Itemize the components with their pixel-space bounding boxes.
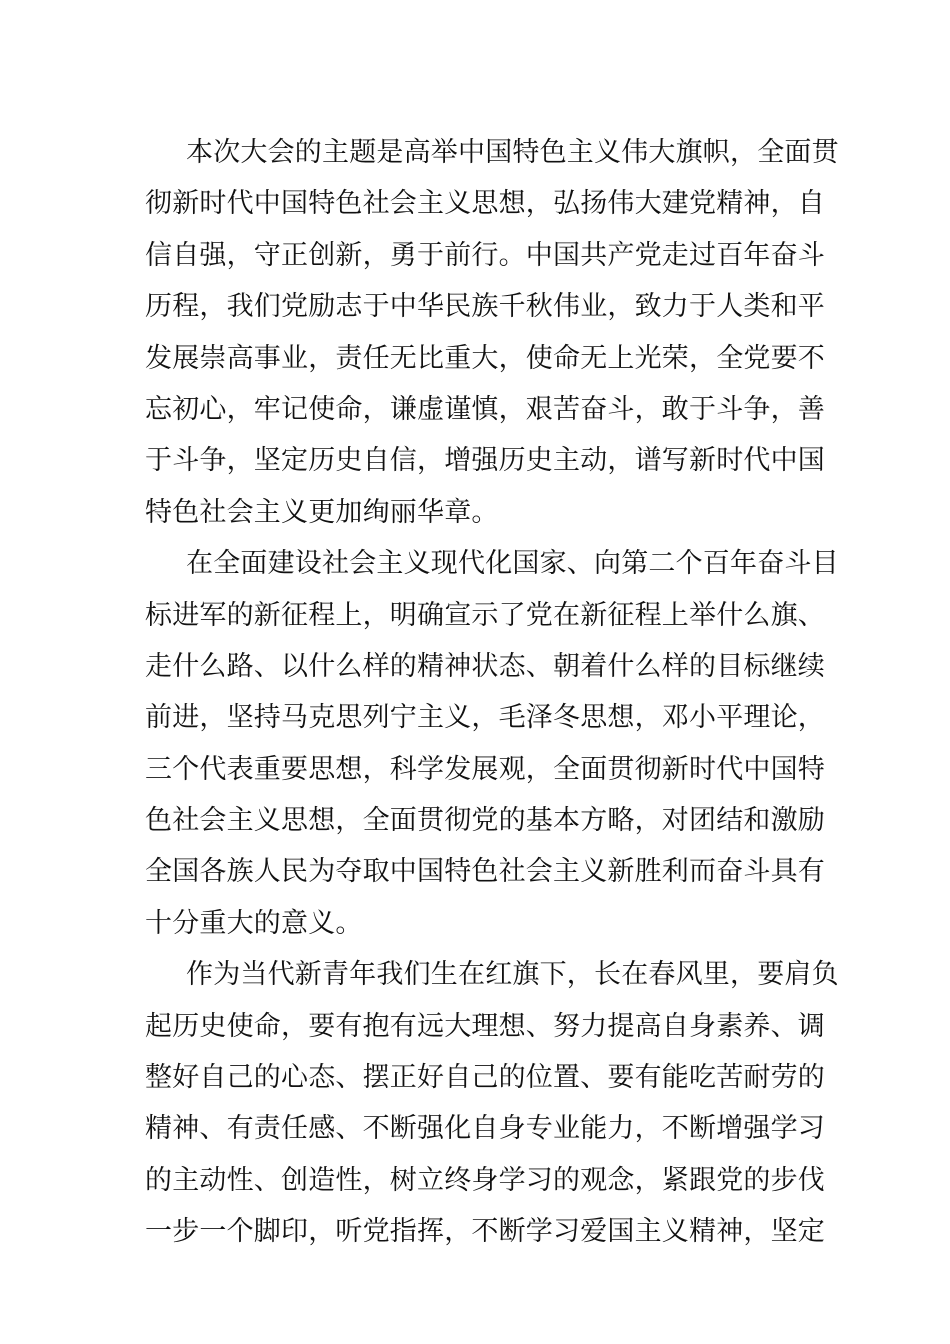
text-line: 全国各族人民为夺取中国特色社会主义新胜利而奋斗具有: [145, 856, 825, 888]
text-line: 作为当代新青年我们生在红旗下，长在春风里，要肩负: [186, 959, 839, 991]
text-line: 整好自己的心态、摆正好自己的位置、要有能吃苦耐劳的: [145, 1062, 825, 1094]
text-line: 一步一个脚印，听党指挥，不断学习爱国主义精神，坚定: [145, 1216, 825, 1248]
paragraph-1: [145, 127, 839, 538]
text-line: 色社会主义思想，全面贯彻党的基本方略，对团结和激励: [145, 805, 825, 837]
paragraph-3: [145, 949, 839, 1257]
text-line: 十分重大的意义。: [145, 907, 363, 939]
text-line: 精神、有责任感、不断强化自身专业能力，不断增强学习: [145, 1113, 825, 1145]
text-line: 走什么路、以什么样的精神状态、朝着什么样的目标继续: [145, 650, 825, 682]
text-line: 于斗争，坚定历史自信，增强历史主动，谱写新时代中国: [145, 445, 825, 477]
text-line: 彻新时代中国特色社会主义思想，弘扬伟大建党精神，自: [145, 188, 825, 220]
text-line: 起历史使命，要有抱有远大理想、努力提高自身素养、调: [145, 1010, 825, 1042]
text-line: 历程，我们党励志于中华民族千秋伟业，致力于人类和平: [145, 291, 825, 323]
text-line: 前进，坚持马克思列宁主义，毛泽冬思想，邓小平理论，: [145, 702, 825, 734]
text-line: 本次大会的主题是高举中国特色主义伟大旗帜，全面贯: [186, 137, 839, 168]
text-line: 特色社会主义更加绚丽华章。: [145, 496, 499, 528]
paragraph-2: [145, 538, 839, 949]
text-line: 标进军的新征程上，明确宣示了党在新征程上举什么旗、: [145, 599, 825, 631]
text-line: 忘初心，牢记使命，谦虚谨慎，艰苦奋斗，敢于斗争，善: [145, 393, 825, 425]
text-line: 的主动性、创造性，树立终身学习的观念，紧跟党的步伐: [145, 1164, 825, 1196]
text-line: 发展崇高事业，责任无比重大，使命无上光荣，全党要不: [145, 342, 825, 374]
text-line: 信自强，守正创新，勇于前行。中国共产党走过百年奋斗: [145, 239, 825, 271]
text-line: 三个代表重要思想，科学发展观，全面贯彻新时代中国特: [145, 753, 825, 785]
document-body: [145, 127, 839, 1258]
text-line: 在全面建设社会主义现代化国家、向第二个百年奋斗目: [186, 548, 839, 580]
